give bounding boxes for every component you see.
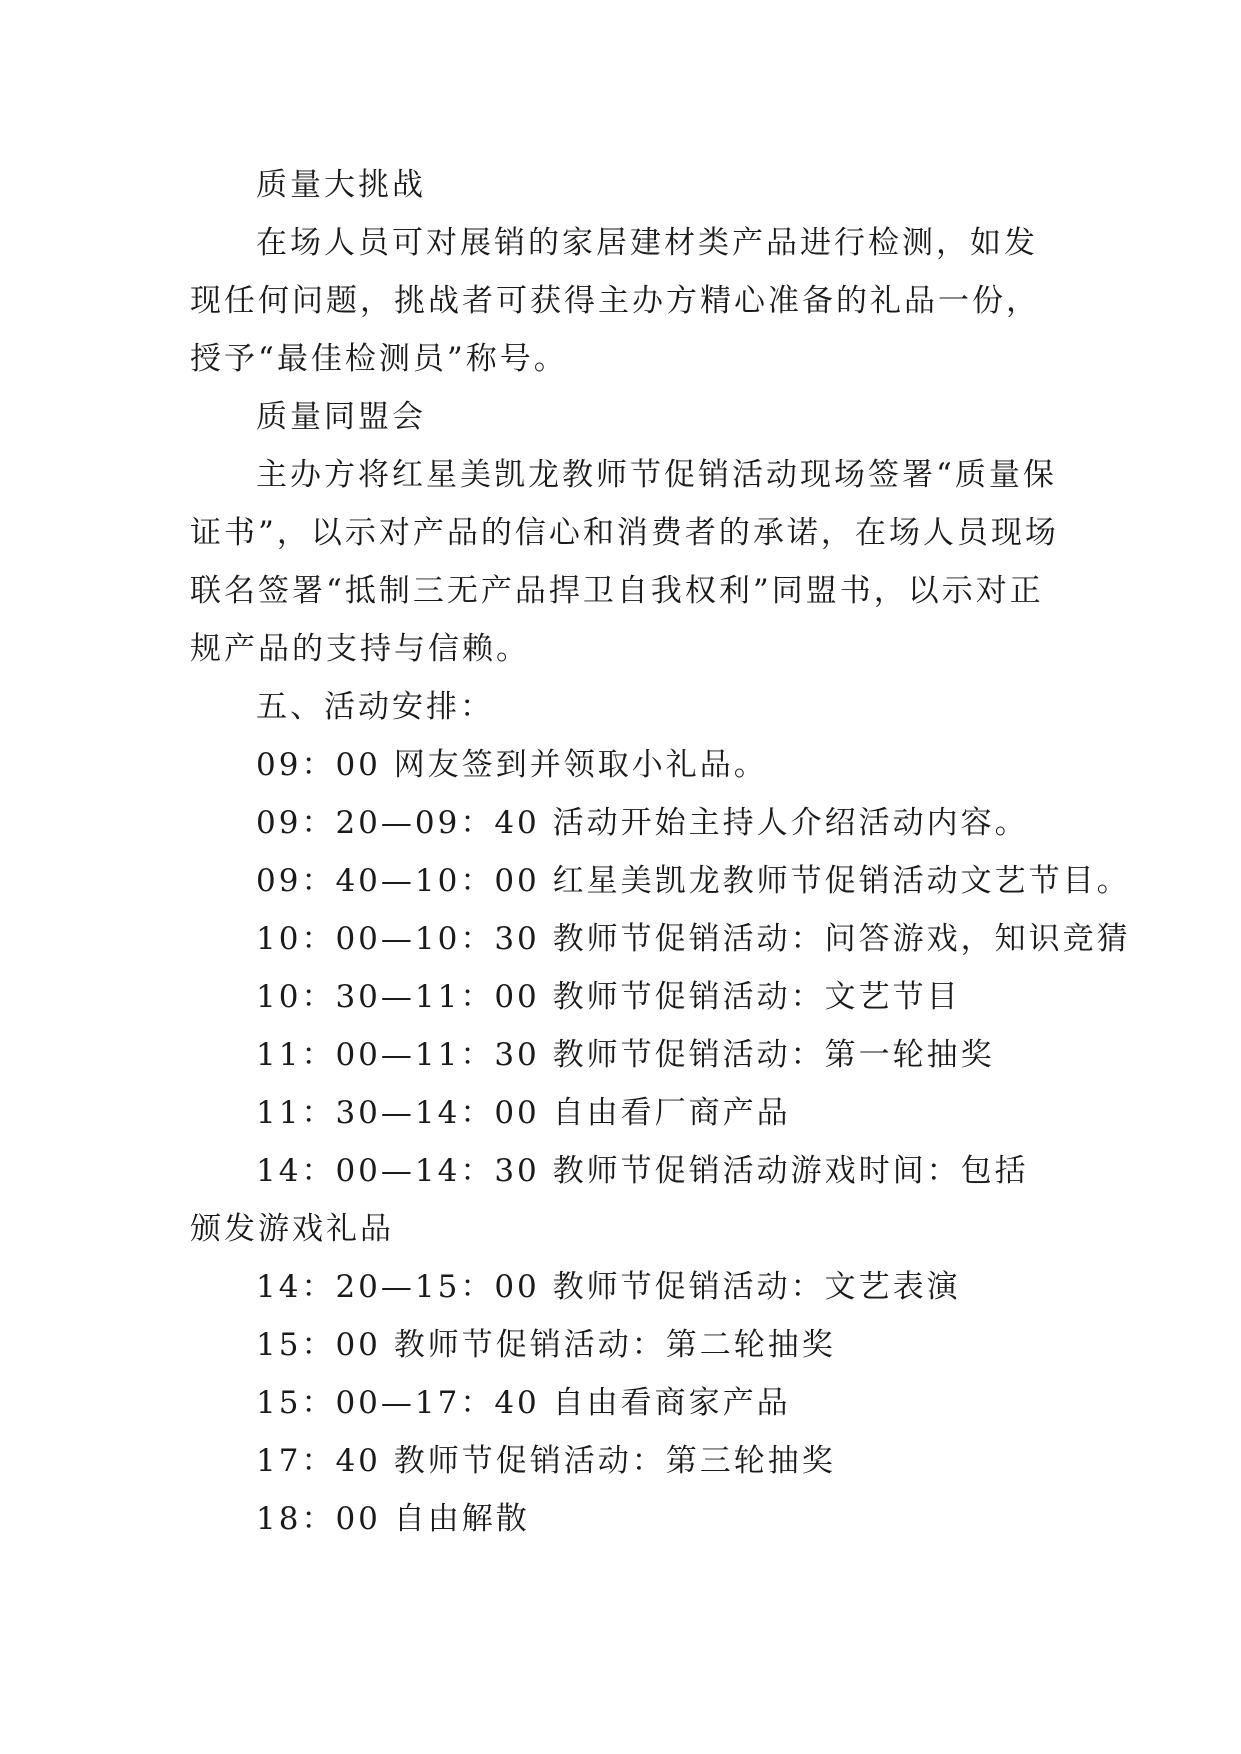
schedule-item: 11：30—14：00 自由看厂商产品 <box>256 1095 791 1131</box>
schedule-item: 14：00—14：30 教师节促销活动游戏时间：包括颁发游戏礼品 <box>190 1153 1029 1247</box>
schedule-item: 11：00—11：30 教师节促销活动：第一轮抽奖 <box>256 1037 995 1073</box>
schedule-item: 09：40—10：00 红星美凯龙教师节促销活动文艺节目。 <box>256 863 1131 899</box>
schedule-item: 09：00 网友签到并领取小礼品。 <box>256 747 768 783</box>
schedule-item: 09：20—09：40 活动开始主持人介绍活动内容。 <box>256 805 1029 841</box>
schedule-item: 14：20—15：00 教师节促销活动：文艺表演 <box>256 1269 961 1305</box>
section-heading-schedule: 五、活动安排： <box>256 689 494 725</box>
schedule-item: 18：00 自由解散 <box>256 1501 530 1537</box>
schedule-item: 10：30—11：00 教师节促销活动：文艺节目 <box>256 979 961 1015</box>
schedule-item: 15：00—17：40 自由看商家产品 <box>256 1385 791 1421</box>
section-heading-quality-alliance: 质量同盟会 <box>256 399 426 435</box>
section-heading-quality-challenge: 质量大挑战 <box>256 167 426 203</box>
schedule-item: 10：00—10：30 教师节促销活动：问答游戏，知识竞猜 <box>256 921 1131 957</box>
paragraph-quality-challenge: 在场人员可对展销的家居建材类产品进行检测，如发现任何问题，挑战者可获得主办方精心准备的礼品一份，授予“最佳检测员”称号。 <box>190 225 1040 377</box>
schedule-item: 15：00 教师节促销活动：第二轮抽奖 <box>256 1327 836 1363</box>
document-body <box>190 156 1131 1548</box>
schedule-item: 17：40 教师节促销活动：第三轮抽奖 <box>256 1443 836 1479</box>
paragraph-quality-alliance: 主办方将红星美凯龙教师节促销活动现场签署“质量保证书”，以示对产品的信心和消费者的承诺，在场人员现场联名签署“抵制三无产品捍卫自我权利”同盟书，以示对正规产品的支持与信赖。 <box>190 457 1059 667</box>
